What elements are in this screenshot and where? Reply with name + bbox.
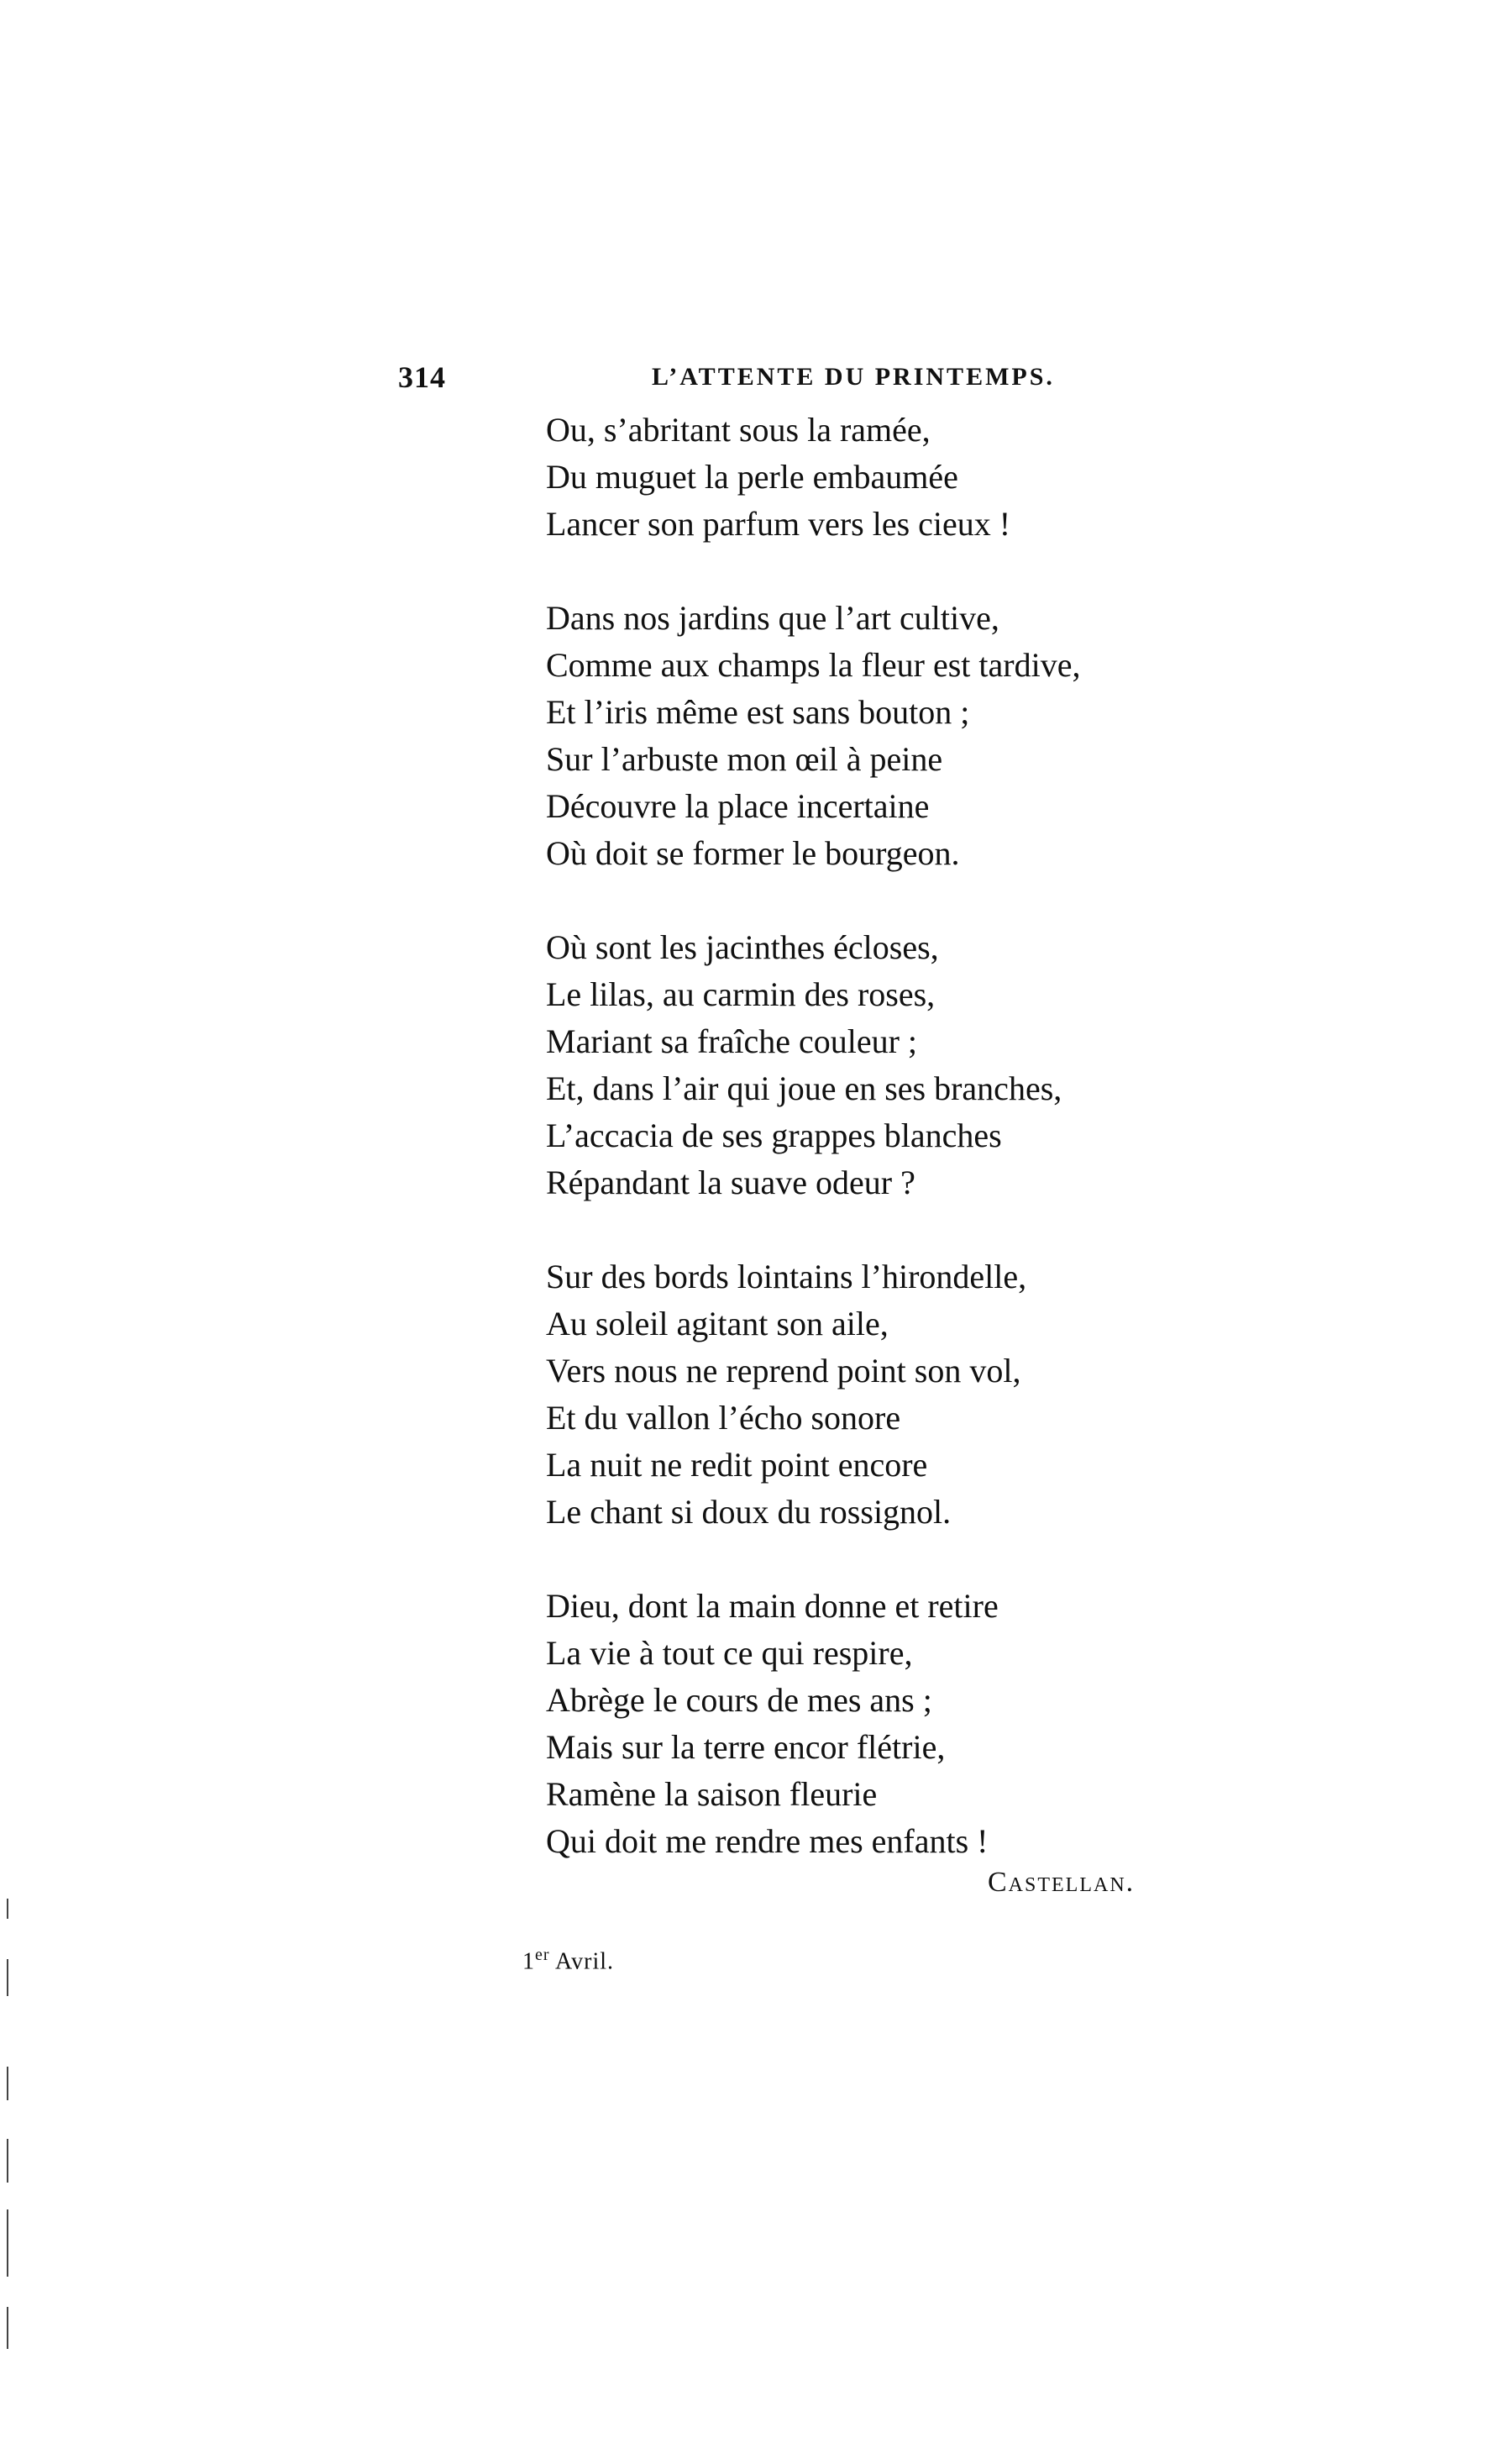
scan-mark [7, 1899, 8, 1919]
poem-line: Du muguet la perle embaumée [546, 458, 958, 496]
poem-line: Sur des bords lointains l’hirondelle, [546, 1258, 1027, 1295]
poem-line: Le lilas, au carmin des roses, [546, 975, 936, 1013]
poem-line: Comme aux champs la fleur est tardive, [546, 646, 1081, 684]
poem-line: Répandant la suave odeur ? [546, 1164, 915, 1201]
dateline-suffix: er [535, 1946, 550, 1964]
poem-line: Et l’iris même est sans bouton ; [546, 693, 970, 731]
poem-line: Le chant si doux du rossignol. [546, 1493, 952, 1531]
stanza [546, 407, 1184, 548]
poem-line: Où doit se former le bourgeon. [546, 834, 960, 872]
dateline [522, 1946, 614, 1975]
poem-line: Sur l’arbuste mon œil à peine [546, 740, 943, 778]
stanza [546, 595, 1184, 877]
poem-line: Mais sur la terre encor flétrie, [546, 1728, 946, 1766]
poem-line: Découvre la place incertaine [546, 787, 930, 825]
author-signature: Castellan. [988, 1867, 1136, 1898]
scan-mark [7, 2067, 8, 2100]
poem-line: Vers nous ne reprend point son vol, [546, 1352, 1021, 1390]
scan-mark [7, 2307, 8, 2349]
poem-line: Lancer son parfum vers les cieux ! [546, 505, 1011, 543]
dateline-month: Avril. [555, 1948, 615, 1975]
poem-line: Dieu, dont la main donne et retire [546, 1587, 999, 1625]
poem-line: La vie à tout ce qui respire, [546, 1634, 913, 1672]
poem [546, 407, 1184, 1912]
scan-mark [7, 1959, 8, 1996]
poem-line: Ou, s’abritant sous la ramée, [546, 411, 931, 449]
stanza [546, 924, 1184, 1206]
poem-line: Ramène la saison fleurie [546, 1775, 878, 1813]
scan-mark [7, 2209, 8, 2277]
poem-line: Au soleil agitant son aile, [546, 1305, 889, 1342]
poem-line: Qui doit me rendre mes enfants ! [546, 1822, 989, 1860]
poem-line: L’accacia de ses grappes blanches [546, 1116, 1002, 1154]
running-title: L’ATTENTE DU PRINTEMPS. [652, 363, 1055, 391]
stanza [546, 1253, 1184, 1536]
poem-line: Où sont les jacinthes écloses, [546, 928, 939, 966]
dateline-day: 1 [522, 1948, 535, 1975]
scan-mark [7, 2139, 8, 2183]
poem-line: Abrège le cours de mes ans ; [546, 1681, 932, 1719]
page-number: 314 [398, 360, 446, 394]
scan-margin-marks [7, 1899, 10, 2369]
poem-line: Mariant sa fraîche couleur ; [546, 1022, 918, 1060]
stanza [546, 1583, 1184, 1865]
poem-line: Et, dans l’air qui joue en ses branches, [546, 1069, 1062, 1107]
poem-line: Et du vallon l’écho sonore [546, 1399, 901, 1437]
poem-line: Dans nos jardins que l’art cultive, [546, 599, 999, 637]
poem-line: La nuit ne redit point encore [546, 1446, 928, 1484]
